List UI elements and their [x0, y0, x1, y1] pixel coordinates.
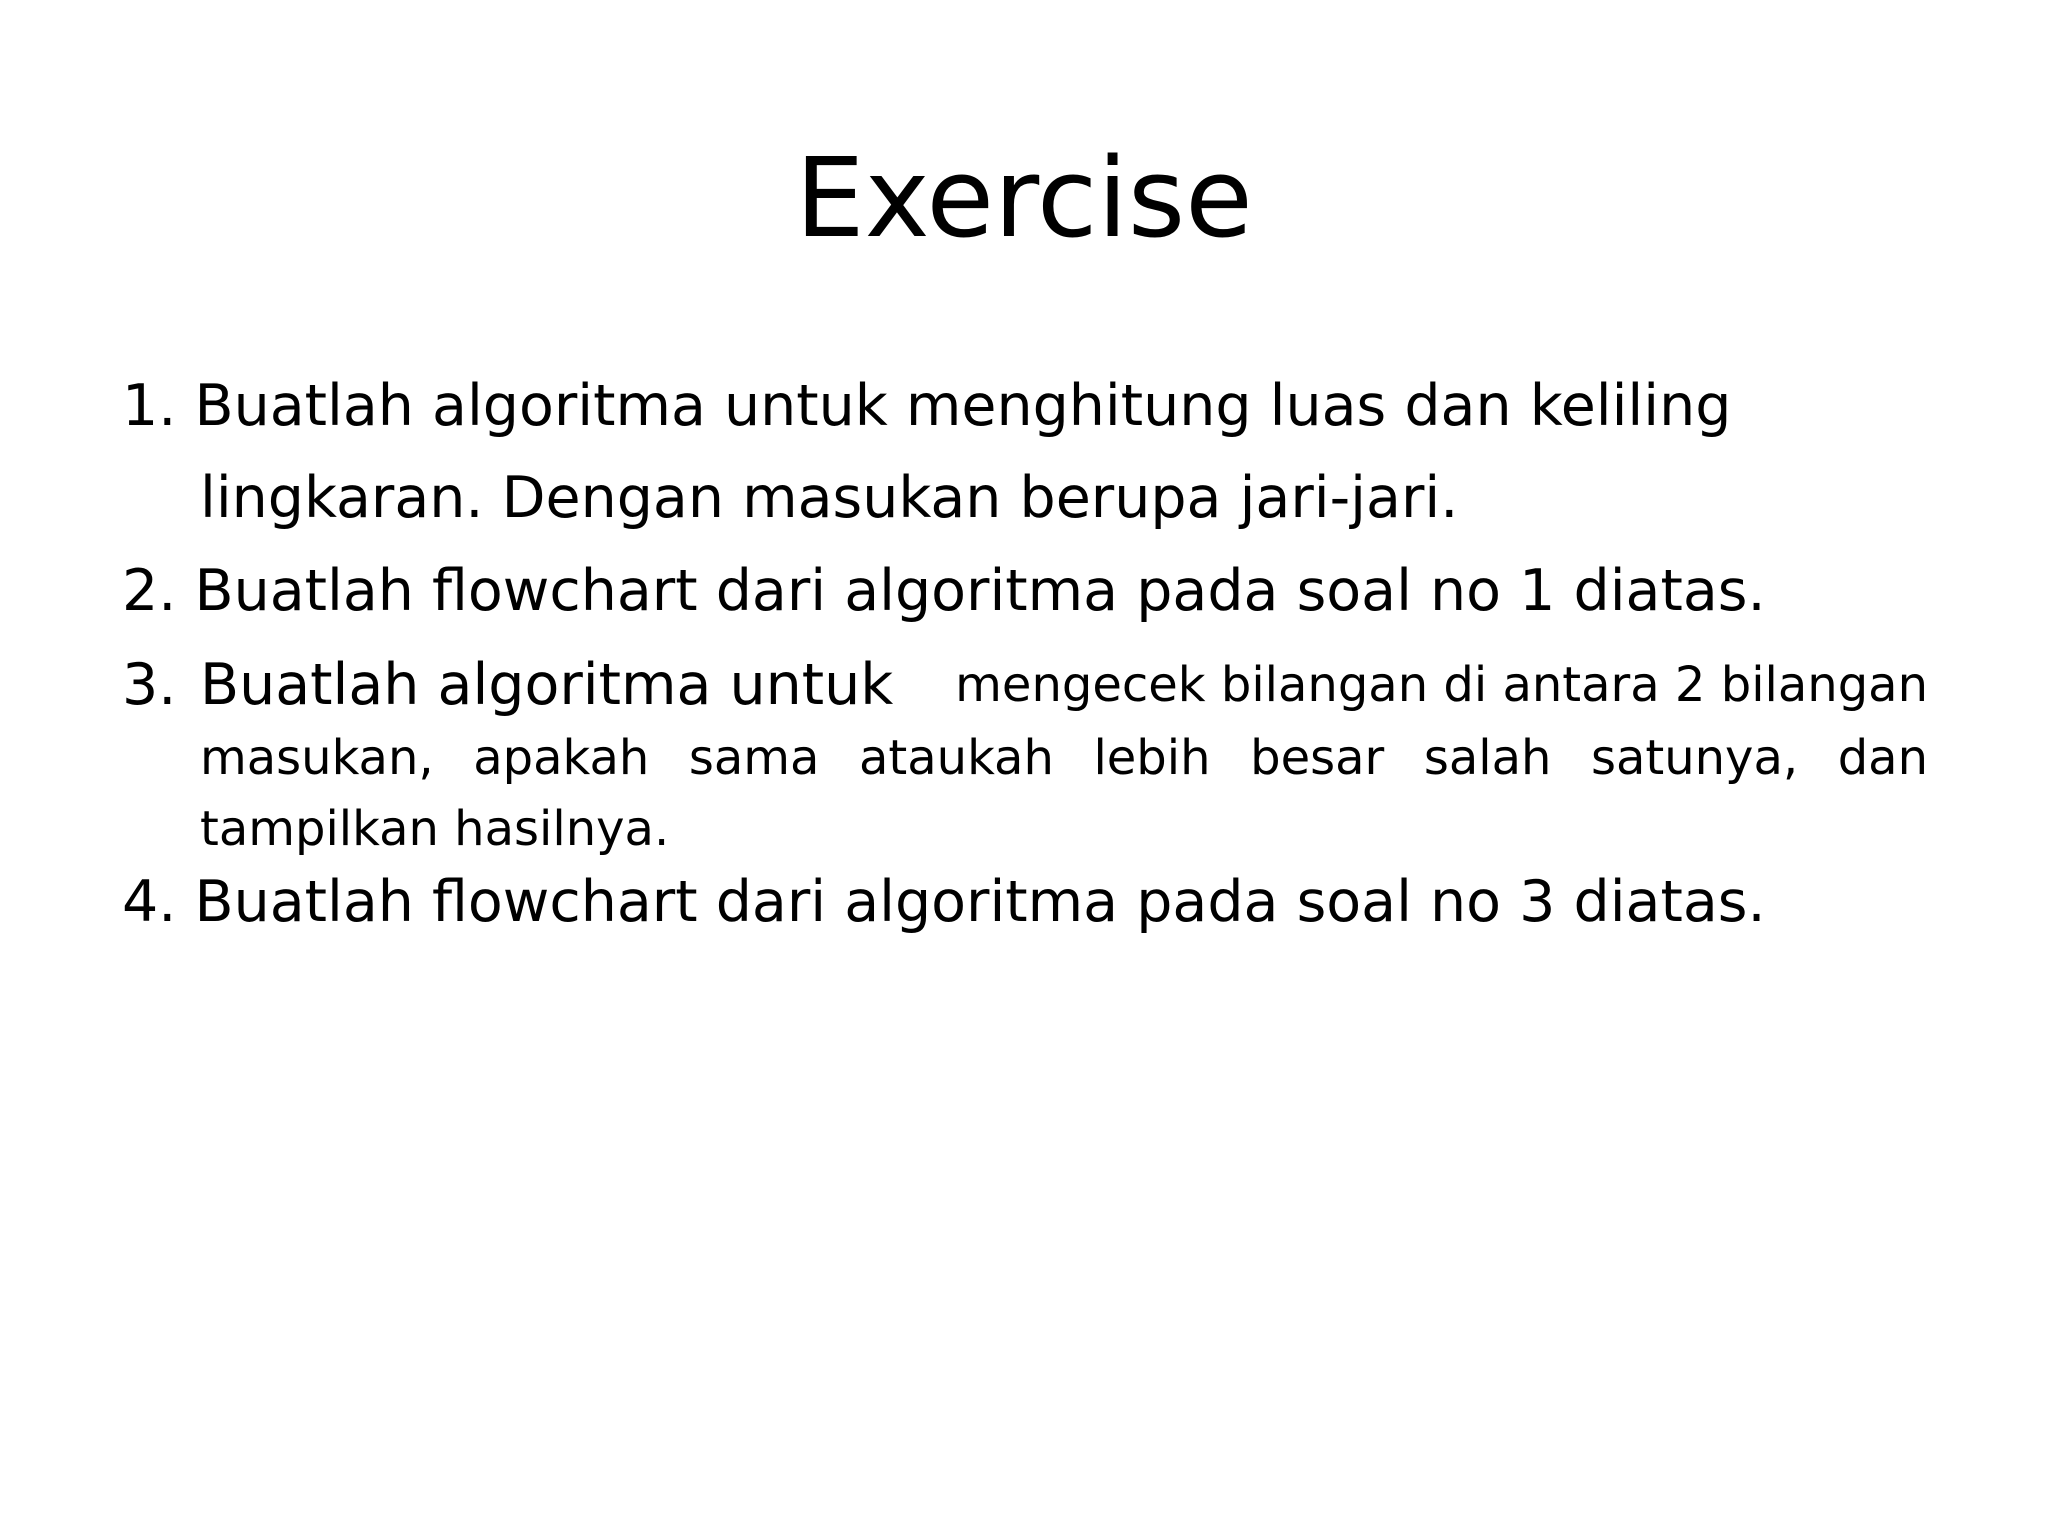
- exercise-item-3-line-1-small: mengecek bilangan di antara 2 bilangan: [955, 657, 1928, 713]
- slide-title: Exercise: [795, 134, 1253, 262]
- exercise-item-1-line-1: 1. Buatlah algoritma untuk menghitung luas dan keliling: [122, 373, 1732, 439]
- exercise-item-3-body: [200, 648, 1928, 864]
- exercise-item-3-line-2: masukan, apakah sama ataukah lebih besar salah satunya, dan: [200, 730, 1928, 786]
- exercise-item-3-line-1-row: [200, 648, 1928, 722]
- exercise-item-1-line-2: lingkaran. Dengan masukan berupa jari-jari.: [200, 465, 1459, 531]
- exercise-item-3-line-1-large: Buatlah algoritma untuk: [200, 652, 894, 718]
- exercise-item-2: 2. Buatlah flowchart dari algoritma pada soal no 1 diatas.: [122, 558, 1766, 624]
- exercise-item-3-line-3: tampilkan hasilnya.: [200, 801, 670, 857]
- exercise-item-3-number: 3.: [122, 652, 177, 718]
- exercise-item-3-line-1: [200, 648, 1928, 722]
- exercise-item-4: 4. Buatlah flowchart dari algoritma pada soal no 3 diatas.: [122, 869, 1766, 935]
